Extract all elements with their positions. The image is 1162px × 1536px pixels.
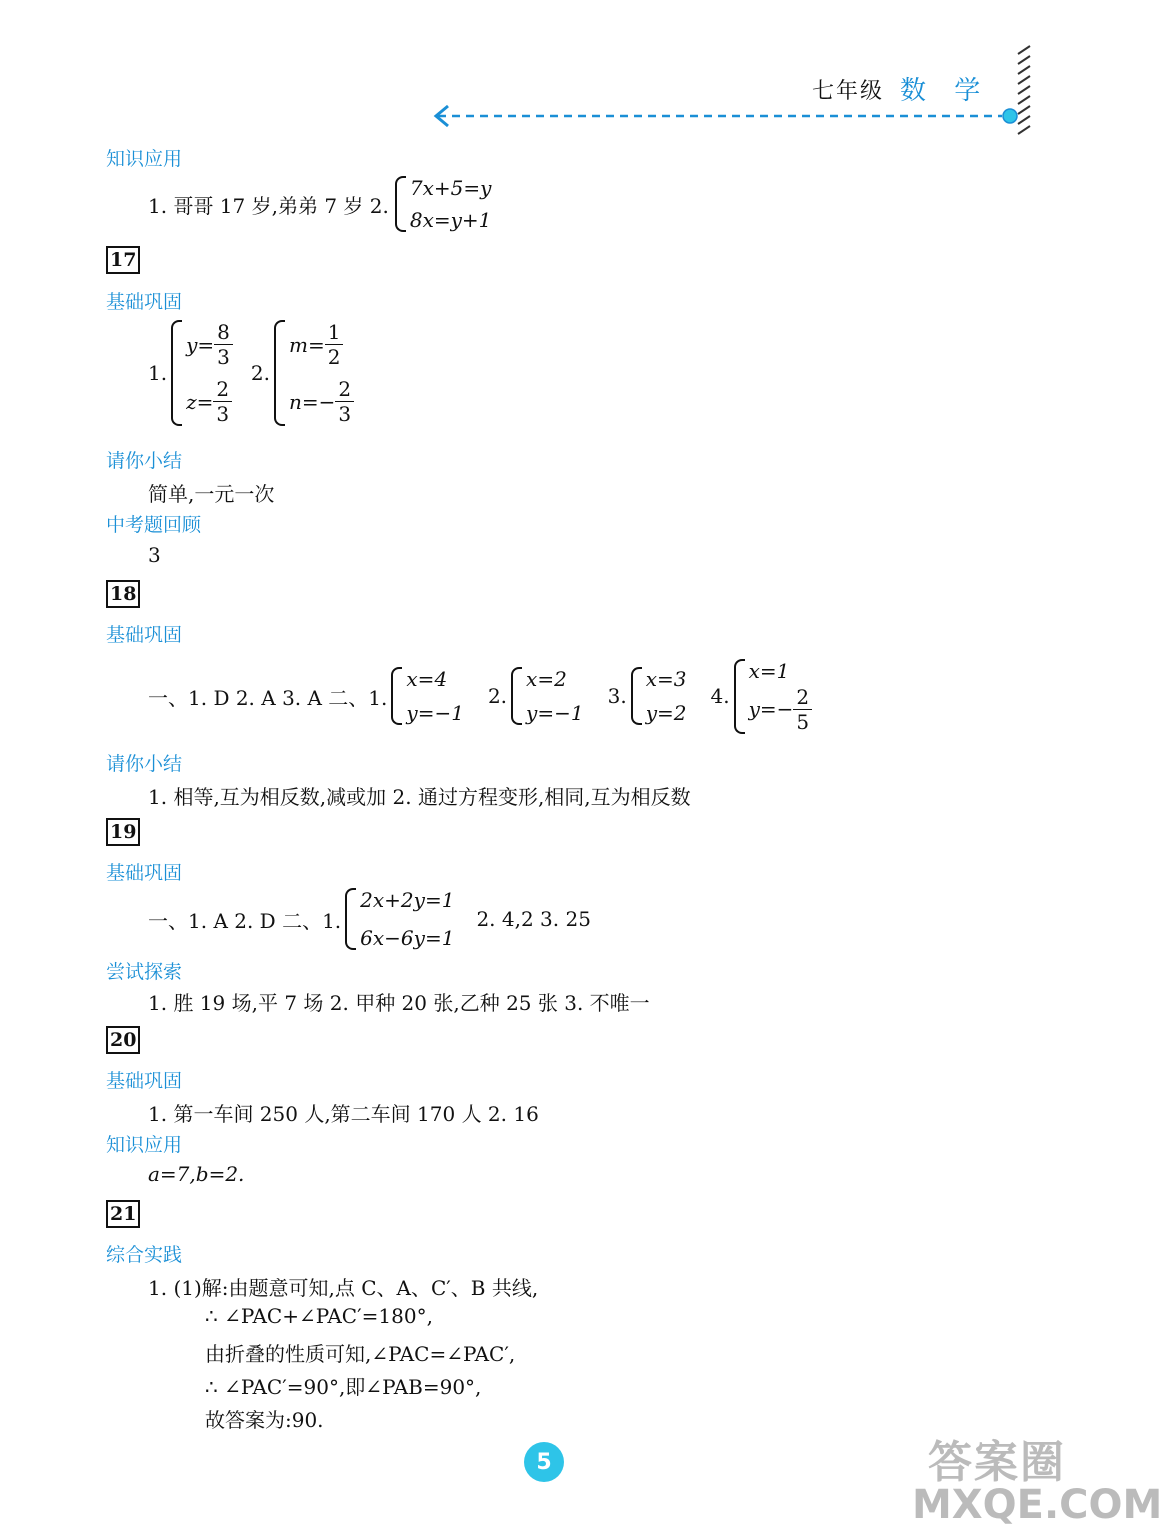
section-heading: 请你小结: [106, 753, 183, 775]
fraction-denominator: 2: [327, 345, 341, 369]
subject-label: 数 学: [900, 76, 991, 106]
equation: y=2: [645, 701, 687, 725]
answer-text: 1. 第一车间 250 人,第二车间 170 人 2. 16: [148, 1102, 539, 1126]
lesson-number: 18: [106, 580, 140, 608]
answer-number: 1.: [148, 361, 168, 385]
section-heading: 综合实践: [106, 1244, 183, 1266]
answer-number: 3.: [607, 684, 627, 708]
solution-line: ∴ ∠PAC+∠PAC′=180°,: [205, 1304, 433, 1328]
solution-line: ∴ ∠PAC′=90°,即∠PAB=90°,: [205, 1375, 482, 1399]
equation: y=−1: [526, 701, 584, 725]
fraction-denominator: 3: [216, 402, 230, 426]
equation: y=: [186, 332, 215, 357]
equation-system: [345, 888, 454, 950]
section-heading: 知识应用: [106, 148, 183, 170]
brace: [171, 320, 182, 426]
lesson-number: 21: [106, 1200, 140, 1228]
equation: n=−: [288, 389, 336, 414]
fraction-denominator: 3: [338, 402, 352, 426]
lesson-number: 19: [106, 818, 140, 846]
fraction-numerator: 2: [335, 377, 354, 402]
fraction-numerator: 2: [793, 685, 812, 710]
brace: [631, 667, 642, 725]
brace: [274, 320, 285, 426]
section-heading: 基础巩固: [106, 291, 183, 313]
fraction-denominator: 5: [796, 709, 810, 734]
brace: [511, 667, 522, 725]
answer-text: a=7,b=2.: [148, 1162, 245, 1186]
answer-text: 1. 相等,互为相反数,减或加 2. 通过方程变形,相同,互为相反数: [148, 785, 691, 809]
section-heading: 中考题回顾: [106, 514, 202, 536]
section-heading: 尝试探索: [106, 961, 183, 983]
answer-text: 一、1. A 2. D 二、1.: [148, 908, 342, 933]
equation: m=: [288, 332, 325, 357]
equation: y=−1: [406, 701, 464, 725]
equation: 8x=y+1: [409, 208, 492, 232]
header-dashed-arrow: [430, 100, 1030, 134]
section-heading: 请你小结: [106, 450, 183, 472]
equation: x=2: [526, 667, 567, 691]
brace: [345, 888, 356, 950]
answer-number: 2.: [250, 361, 270, 385]
equation: x=1: [748, 658, 790, 683]
equation: x=4: [406, 667, 448, 691]
section-heading: 知识应用: [106, 1134, 183, 1156]
answer-text: 2. 4,2 3. 25: [476, 907, 591, 931]
watermark-logo: 答案圈: [928, 1437, 1066, 1488]
answer-line: [148, 176, 491, 232]
equation-system: [274, 320, 354, 426]
section-heading: 基础巩固: [106, 1070, 183, 1092]
equation-system: [631, 667, 687, 725]
page-number: 5: [524, 1442, 564, 1482]
equation: z=: [186, 389, 214, 414]
grade-label: 七年级: [812, 79, 885, 104]
answer-text: 3: [148, 543, 161, 567]
answer-number: 4.: [710, 684, 730, 708]
fraction-numerator: 1: [325, 320, 344, 345]
answer-line: [148, 652, 812, 740]
brace: [395, 176, 406, 232]
equation-system: [395, 176, 492, 232]
fraction-numerator: 2: [213, 377, 232, 402]
brace: [734, 659, 745, 734]
equation-system: [734, 659, 813, 734]
section-heading: 基础巩固: [106, 862, 183, 884]
equation-system: [511, 667, 584, 725]
answer-text: 简单,一元一次: [148, 482, 275, 506]
solution-line: 故答案为:90.: [205, 1408, 324, 1432]
answer-line: [148, 888, 591, 950]
lesson-number: 17: [106, 246, 140, 274]
watermark-url: MXQE.COM: [912, 1482, 1162, 1528]
brace: [391, 667, 402, 725]
header-hatch-decoration: [1016, 44, 1036, 134]
answer-line: [148, 320, 354, 426]
answer-text: 1. 胜 19 场,平 7 场 2. 甲种 20 张,乙种 25 张 3. 不唯一: [148, 991, 650, 1015]
equation: x=3: [645, 667, 687, 691]
answer-text: 1. 哥哥 17 岁,弟弟 7 岁 2.: [148, 193, 389, 218]
equation-system: [171, 320, 233, 426]
fraction-numerator: 8: [214, 320, 233, 345]
answer-number: 2.: [487, 684, 508, 708]
equation: 7x+5=y: [409, 176, 492, 200]
section-heading: 基础巩固: [106, 624, 183, 646]
solution-line: 由折叠的性质可知,∠PAC=∠PAC′,: [205, 1342, 516, 1366]
fraction-denominator: 3: [217, 345, 230, 369]
solution-line: 1. (1)解:由题意可知,点 C、A、C′、B 共线,: [148, 1276, 539, 1300]
equation: 2x+2y=1: [360, 888, 455, 912]
equation: y=−: [748, 697, 794, 721]
lesson-number: 20: [106, 1026, 140, 1054]
answer-text: 一、1. D 2. A 3. A 二、1.: [148, 685, 388, 710]
equation: 6x−6y=1: [360, 926, 455, 950]
equation-system: [391, 667, 464, 725]
